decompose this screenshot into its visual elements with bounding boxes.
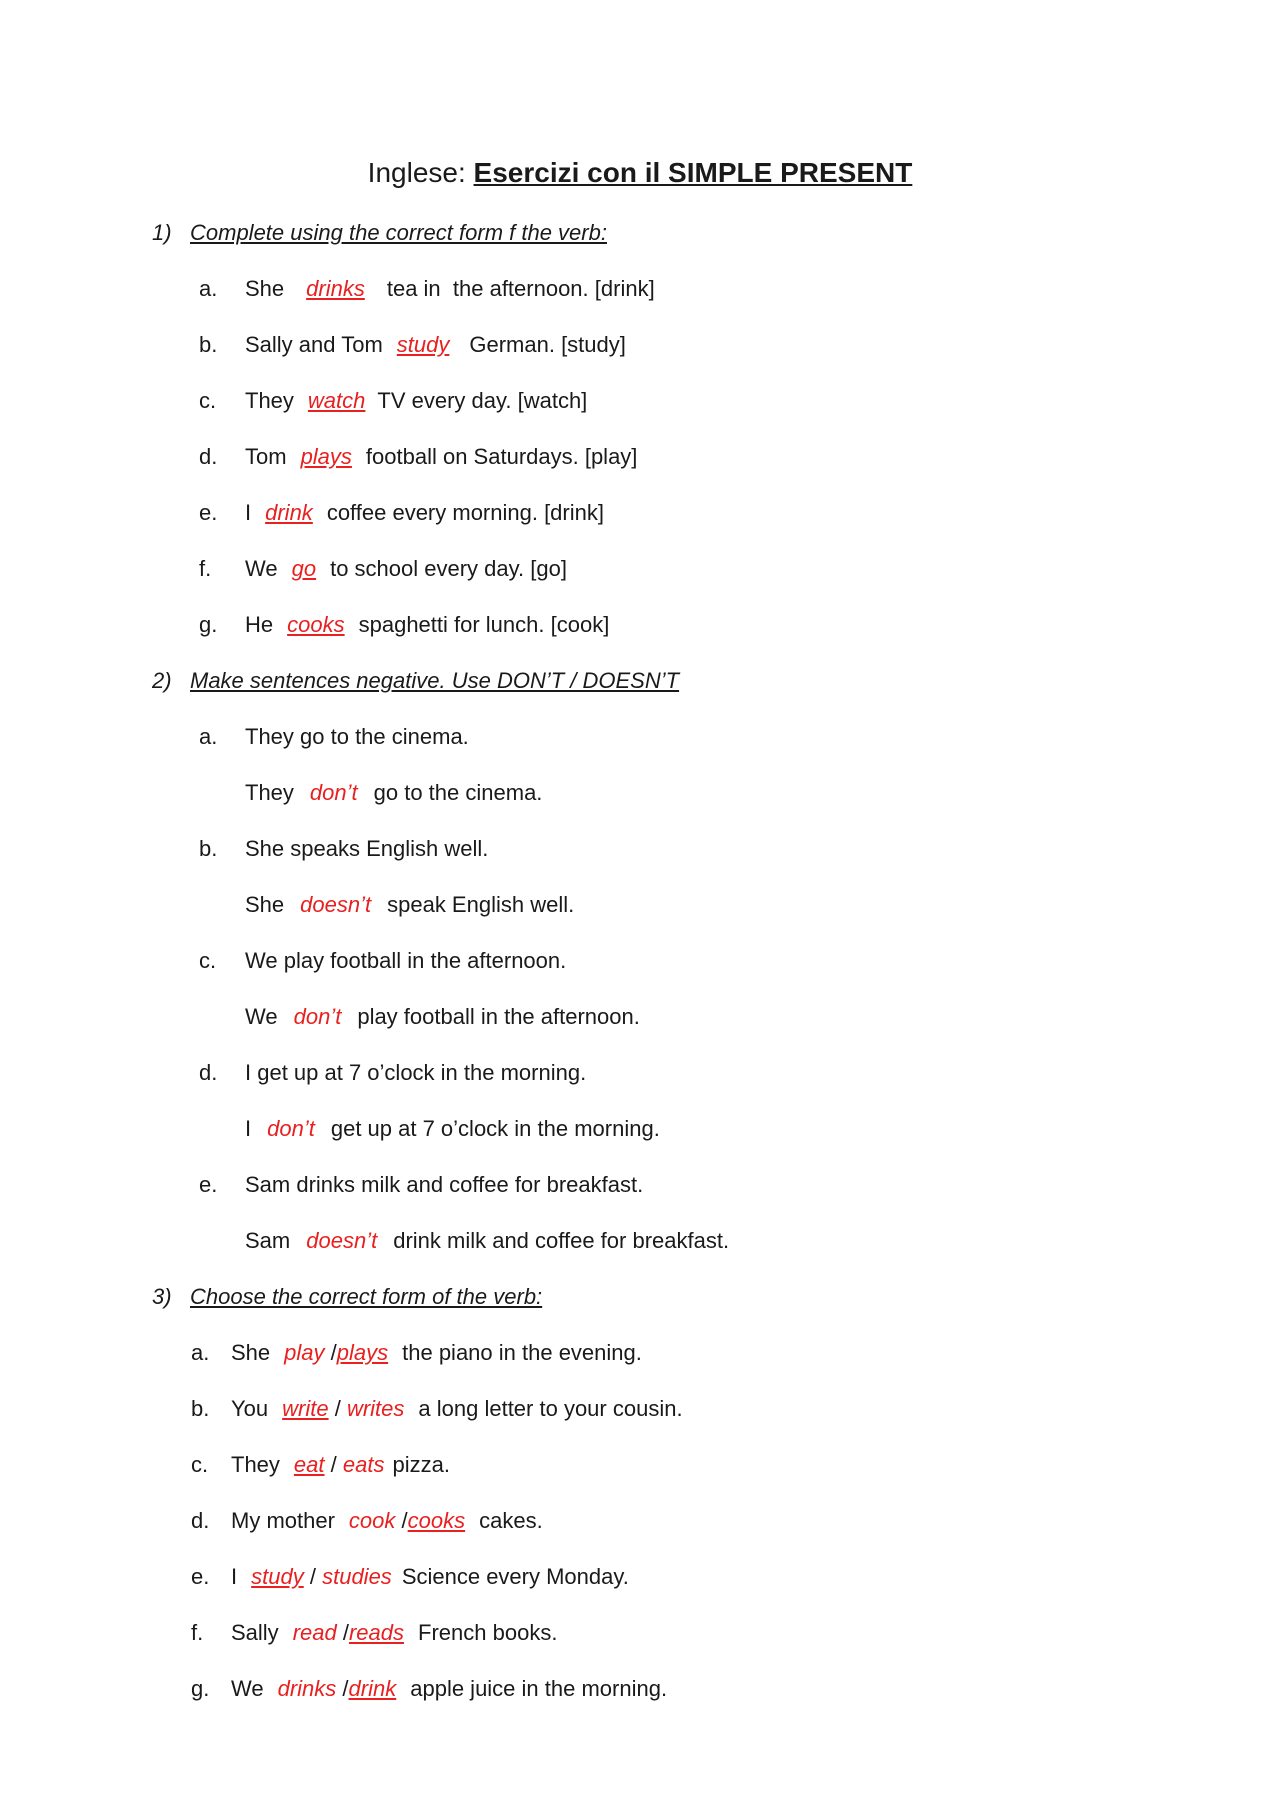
item-sentence: I get up at 7 o’clock in the morning. — [245, 1060, 587, 1085]
item-post: football on Saturdays. [play] — [365, 444, 638, 469]
item-label: b. — [199, 836, 218, 861]
item-label: b. — [199, 332, 218, 357]
section3-item-g — [191, 1676, 667, 1702]
item-post: cakes. — [479, 1508, 543, 1533]
title-main: Esercizi con il SIMPLE PRESENT — [473, 157, 913, 188]
item-label: c. — [199, 948, 217, 973]
option-separator: / — [309, 1564, 316, 1589]
item-pre: Sally — [231, 1620, 279, 1645]
option-2: eats — [342, 1452, 385, 1477]
section2-heading — [152, 668, 679, 694]
section2-item-b — [199, 836, 488, 862]
item-post: coffee every morning. [drink] — [326, 500, 604, 525]
title-prefix: Inglese: — [367, 157, 466, 188]
item-label: c. — [191, 1452, 209, 1477]
item-post: get up at 7 o’clock in the morning. — [330, 1116, 660, 1141]
item-pre: My mother — [231, 1508, 335, 1533]
item-post: pizza. — [392, 1452, 450, 1477]
item-label: e. — [199, 1172, 218, 1197]
item-post: tea in the afternoon. [drink] — [386, 276, 655, 301]
section3-number: 3) — [152, 1284, 172, 1309]
section1-heading — [152, 220, 607, 246]
item-label: c. — [199, 388, 217, 413]
answer: don’t — [293, 1004, 342, 1029]
item-post: TV every day. [watch] — [377, 388, 588, 413]
answer: drinks — [306, 276, 365, 301]
item-post: spaghetti for lunch. [cook] — [358, 612, 610, 637]
item-post: the piano in the evening. — [402, 1340, 642, 1365]
item-post: to school every day. [go] — [330, 556, 567, 581]
section2-item-e — [199, 1172, 643, 1198]
section3-item-f — [191, 1620, 557, 1646]
section2-answer-d — [245, 1116, 660, 1142]
section1-item-f — [199, 556, 567, 582]
section3-item-a — [191, 1340, 642, 1366]
option-1-correct: eat — [293, 1452, 325, 1477]
item-pre: Sally and Tom — [245, 332, 383, 357]
option-1: drinks — [277, 1676, 337, 1701]
option-2-correct: plays — [336, 1340, 389, 1365]
item-pre: I — [245, 1116, 252, 1141]
item-pre: We — [245, 1004, 278, 1029]
item-pre: She — [245, 892, 285, 917]
section1-item-c — [199, 388, 587, 414]
answer: doesn’t — [306, 1228, 378, 1253]
section2-number: 2) — [152, 668, 172, 693]
option-separator: / — [401, 1508, 408, 1533]
item-post: Science every Monday. — [401, 1564, 629, 1589]
option-2: writes — [346, 1396, 405, 1421]
item-sentence: They go to the cinema. — [245, 724, 469, 749]
item-label: f. — [191, 1620, 204, 1645]
item-pre: He — [245, 612, 274, 637]
item-sentence: She speaks English well. — [245, 836, 489, 861]
option-separator: / — [330, 1340, 337, 1365]
section1-item-b — [199, 332, 626, 358]
section3-item-b — [191, 1396, 683, 1422]
answer: plays — [300, 444, 352, 469]
answer: watch — [307, 388, 366, 413]
option-separator: / — [330, 1452, 337, 1477]
item-post: French books. — [418, 1620, 558, 1645]
section3-heading-text: Choose the correct form of the verb: — [190, 1284, 543, 1309]
option-2: studies — [322, 1564, 392, 1589]
item-pre: I — [245, 500, 252, 525]
item-post: speak English well. — [387, 892, 575, 917]
section2-answer-c — [245, 1004, 640, 1030]
item-label: d. — [199, 444, 218, 469]
option-2-correct: cooks — [407, 1508, 466, 1533]
item-sentence: Sam drinks milk and coffee for breakfast. — [245, 1172, 644, 1197]
option-separator: / — [342, 1676, 349, 1701]
section2-answer-b — [245, 892, 574, 918]
option-1: read — [292, 1620, 337, 1645]
section2-item-d — [199, 1060, 586, 1086]
section1-number: 1) — [152, 220, 172, 245]
item-label: d. — [199, 1060, 218, 1085]
item-label: d. — [191, 1508, 210, 1533]
item-label: a. — [199, 276, 218, 301]
section3-item-c — [191, 1452, 450, 1478]
option-separator: / — [342, 1620, 349, 1645]
answer: study — [396, 332, 450, 357]
item-pre: You — [231, 1396, 269, 1421]
item-label: b. — [191, 1396, 210, 1421]
page-title — [0, 156, 1280, 190]
section1-item-g — [199, 612, 609, 638]
answer: drink — [265, 500, 313, 525]
section1-item-e — [199, 500, 604, 526]
section3-item-e — [191, 1564, 629, 1590]
item-label: a. — [191, 1340, 210, 1365]
item-pre: She — [245, 276, 285, 301]
section2-answer-a — [245, 780, 542, 806]
section1-item-d — [199, 444, 637, 470]
item-pre: They — [245, 780, 294, 805]
item-label: e. — [191, 1564, 210, 1589]
item-pre: We — [245, 556, 278, 581]
answer: doesn’t — [300, 892, 372, 917]
item-post: German. [study] — [469, 332, 626, 357]
item-post: drink milk and coffee for breakfast. — [393, 1228, 730, 1253]
section2-item-c — [199, 948, 566, 974]
section1-item-a — [199, 276, 655, 302]
item-post: apple juice in the morning. — [410, 1676, 668, 1701]
section3-heading — [152, 1284, 542, 1310]
item-label: e. — [199, 500, 218, 525]
item-pre: Sam — [245, 1228, 291, 1253]
item-post: play football in the afternoon. — [357, 1004, 640, 1029]
option-1-correct: study — [251, 1564, 304, 1589]
item-pre: Tom — [245, 444, 287, 469]
option-1-correct: write — [282, 1396, 329, 1421]
answer: go — [291, 556, 317, 581]
item-label: g. — [199, 612, 218, 637]
item-label: f. — [199, 556, 212, 581]
section2-heading-text: Make sentences negative. Use DON’T / DOESN’T — [190, 668, 680, 693]
item-label: a. — [199, 724, 218, 749]
section2-item-a — [199, 724, 469, 750]
answer: don’t — [267, 1116, 315, 1141]
section2-answer-e — [245, 1228, 729, 1254]
option-2-correct: reads — [348, 1620, 405, 1645]
item-pre: I — [231, 1564, 238, 1589]
option-1: cook — [348, 1508, 396, 1533]
item-pre: We — [231, 1676, 264, 1701]
section3-item-d — [191, 1508, 543, 1534]
option-1: play — [284, 1340, 325, 1365]
answer: don’t — [309, 780, 358, 805]
item-label: g. — [191, 1676, 210, 1701]
option-2-correct: drink — [348, 1676, 397, 1701]
item-sentence: We play football in the afternoon. — [245, 948, 567, 973]
item-pre: They — [245, 388, 294, 413]
section1-heading-text: Complete using the correct form f the verb: — [190, 220, 607, 245]
item-pre: She — [231, 1340, 271, 1365]
item-pre: They — [231, 1452, 280, 1477]
answer: cooks — [287, 612, 345, 637]
option-separator: / — [334, 1396, 341, 1421]
item-post: a long letter to your cousin. — [418, 1396, 683, 1421]
item-post: go to the cinema. — [373, 780, 543, 805]
